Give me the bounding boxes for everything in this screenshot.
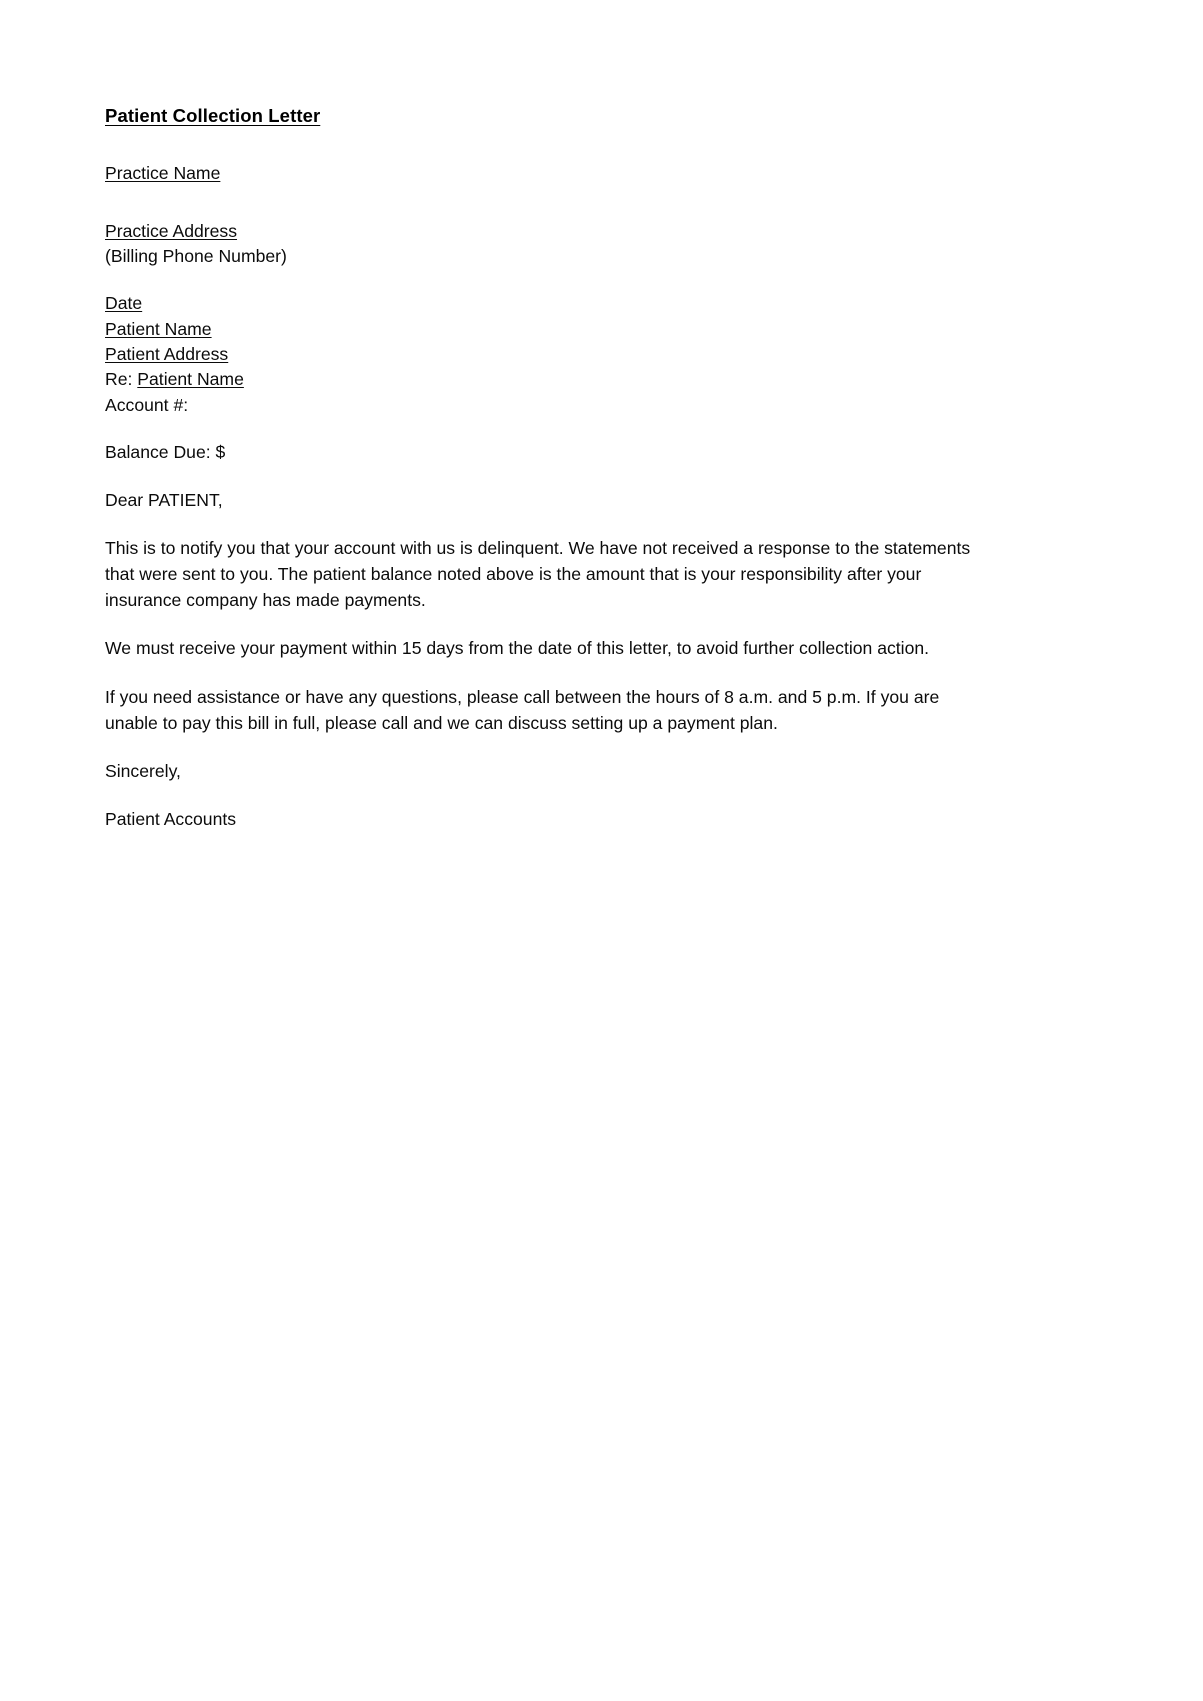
body-paragraph-1: This is to notify you that your account with us is delinquent. We have not received a response to the statements that were sent to you. The patient balance noted above is the amount that is your responsibility after your insurance company has made payments.	[105, 538, 971, 611]
spacer-after-sign-off	[105, 784, 993, 806]
spacer-after-balance	[105, 465, 993, 487]
salutation: Dear PATIENT,	[105, 490, 223, 511]
body-paragraph-2: We must receive your payment within 15 days from the date of this letter, to avoid further collection action.	[105, 638, 930, 659]
practice-address-text: Practice Address	[105, 220, 238, 241]
signature-block: Patient Accounts	[105, 808, 237, 829]
spacer-after-salutation	[105, 513, 993, 535]
recipient-patient-name	[105, 317, 993, 342]
billing-phone-number: (Billing Phone Number)	[105, 246, 287, 267]
spacer-after-paragraph-1	[105, 613, 993, 635]
balance-due-line: Balance Due: $	[105, 442, 226, 463]
page-title: Patient Collection Letter	[105, 105, 321, 126]
sign-off: Sincerely,	[105, 760, 181, 781]
re-prefix: Re:	[105, 369, 138, 390]
letter-date-text: Date	[105, 293, 143, 314]
practice-name	[105, 161, 993, 186]
practice-address	[105, 219, 993, 244]
recipient-patient-name-text: Patient Name	[105, 318, 212, 339]
letter-body	[105, 104, 993, 832]
spacer-after-account	[105, 418, 993, 440]
recipient-patient-address-text: Patient Address	[105, 344, 229, 365]
re-patient-name: Patient Name	[137, 369, 244, 390]
spacer-after-paragraph-2	[105, 662, 993, 684]
letter-date	[105, 291, 993, 316]
spacer-after-letterhead	[105, 269, 993, 291]
spacer-after-title	[105, 128, 993, 161]
recipient-patient-address	[105, 342, 993, 367]
spacer-after-paragraph-3	[105, 736, 993, 758]
re-line	[105, 367, 993, 392]
practice-name-text: Practice Name	[105, 163, 221, 184]
spacer-after-practice-name	[105, 187, 993, 219]
body-paragraph-3: If you need assistance or have any questions, please call between the hours of 8 a.m. and 5 p.m. If you are unable to pay this bill in full, please call and we can discuss setting up a payment plan.	[105, 686, 940, 733]
account-number-line: Account #:	[105, 394, 189, 415]
